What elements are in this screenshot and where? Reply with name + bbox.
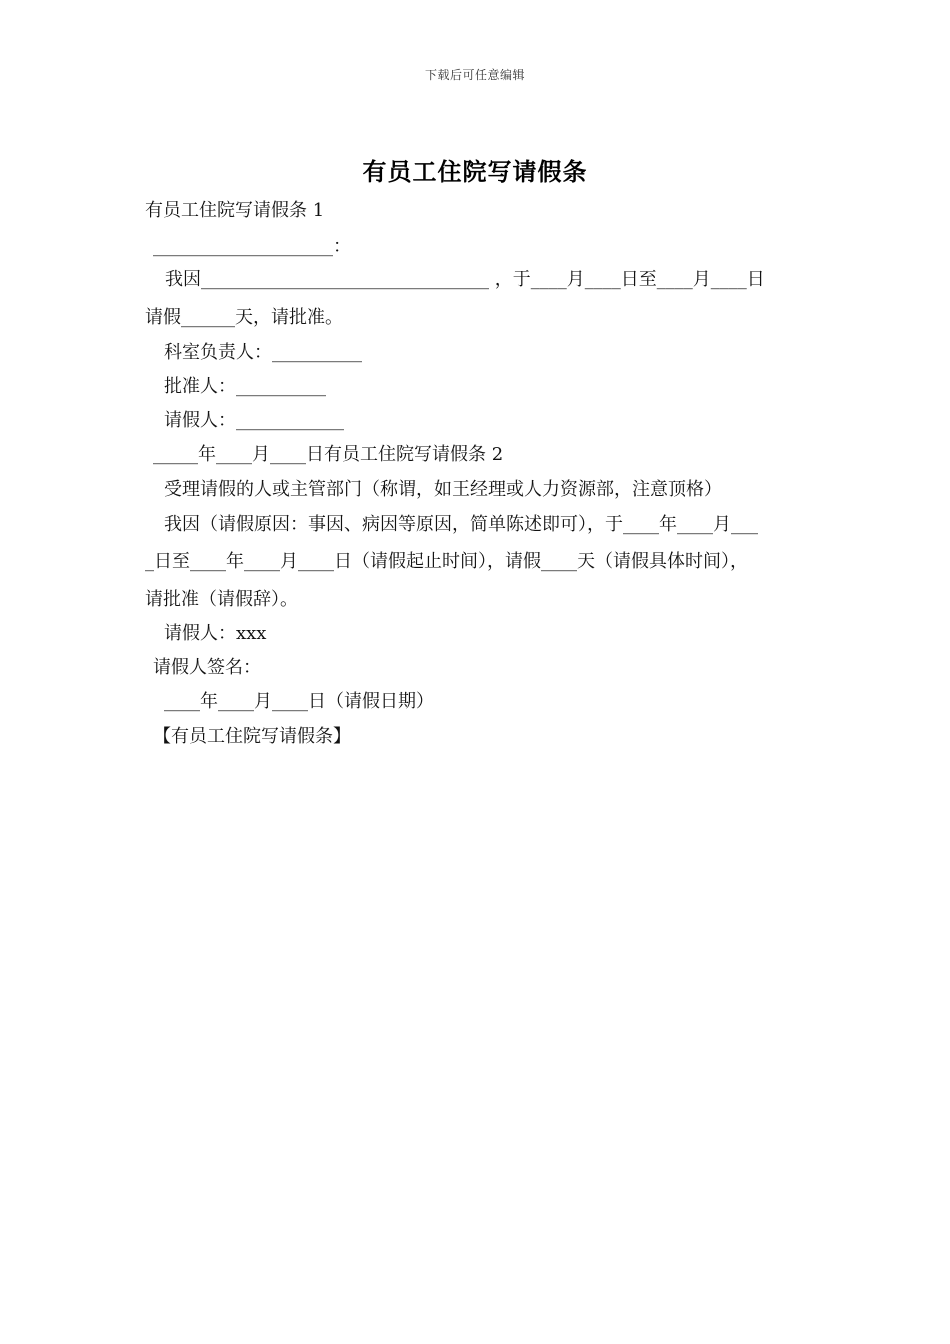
section-heading-1: 有员工住院写请假条 1: [145, 200, 325, 221]
date-and-heading-2-line: _____年____月____日有员工住院写请假条 2: [153, 444, 504, 465]
reason-instruction-line: 我因（请假原因：事因、病因等原因，简单陈述即可），于____年____月___: [164, 514, 758, 535]
applicant-name-line: 请假人：xxx: [164, 623, 267, 644]
document-title: 有员工住院写请假条: [362, 157, 588, 186]
period-instruction-line: _日至____年____月____日（请假起止时间），请假____天（请假具体时间），: [145, 551, 748, 572]
signature-line: 请假人签名：: [153, 657, 261, 678]
reason-line: 我因________________________________ ，于____月____日至____月____日: [165, 269, 765, 290]
request-date-line: ____年____月____日（请假日期）: [164, 691, 434, 712]
page-header-note: 下载后可任意编辑: [424, 68, 525, 82]
applicant-line: 请假人：____________: [164, 410, 344, 431]
addressee-line: ____________________：: [153, 236, 351, 257]
approval-request-line: 请批准（请假辞）。: [145, 589, 298, 610]
recipient-instruction-line: 受理请假的人或主管部门（称谓，如王经理或人力资源部，注意顶格）: [164, 479, 722, 500]
dept-head-line: 科室负责人：__________: [164, 342, 362, 363]
approver-line: 批准人：__________: [164, 376, 326, 397]
leave-days-line: 请假______天，请批准。: [145, 307, 343, 328]
closing-title-line: 【有员工住院写请假条】: [153, 726, 351, 747]
